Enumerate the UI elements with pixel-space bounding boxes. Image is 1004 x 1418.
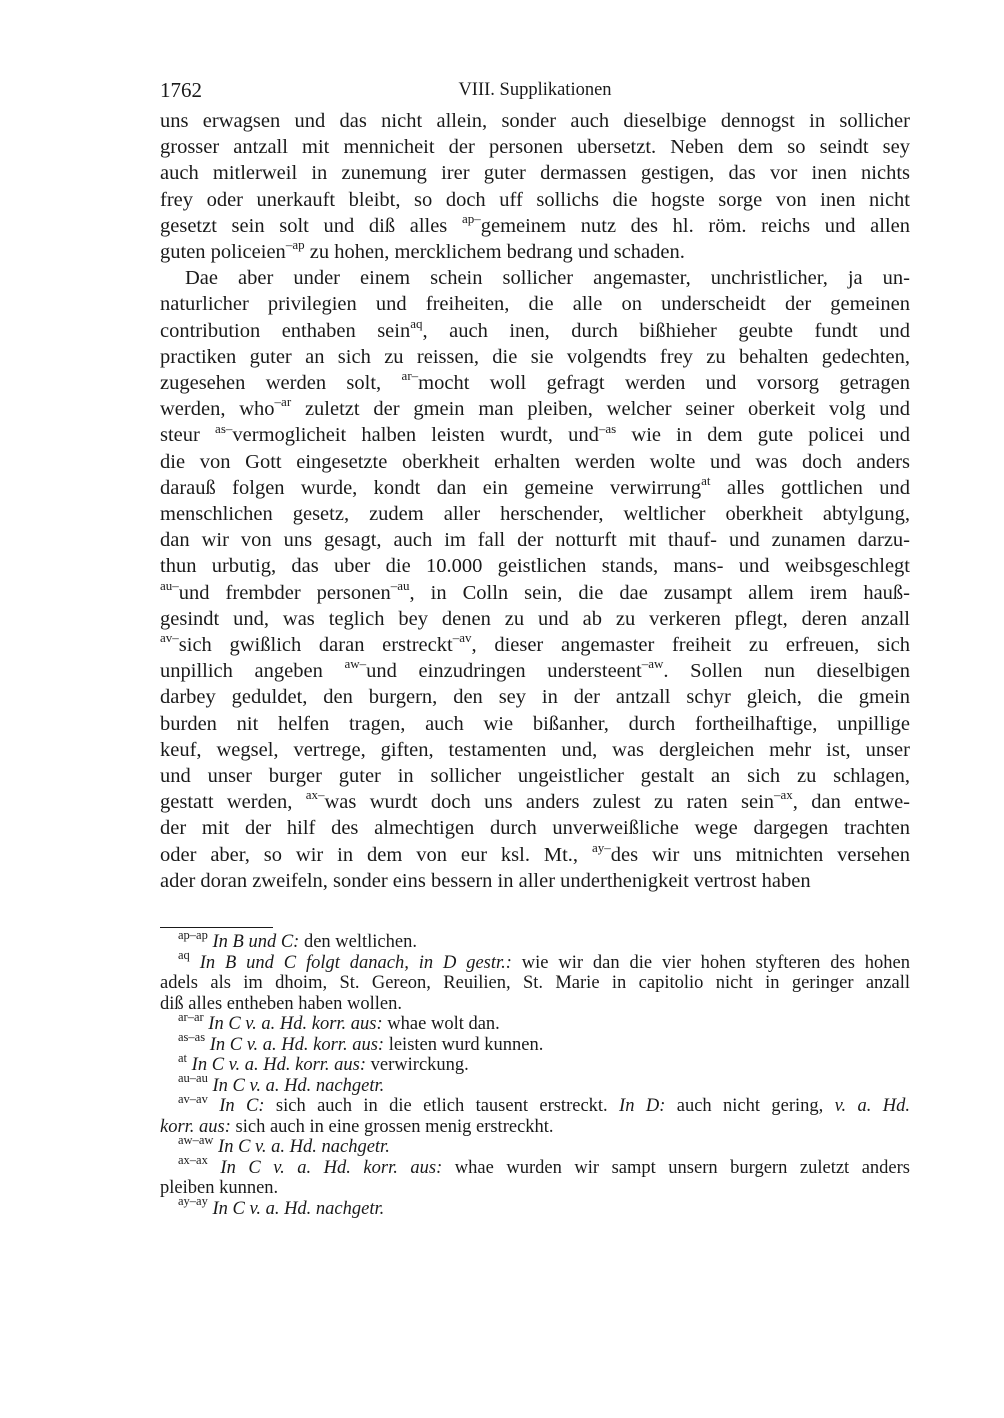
text-line: grosser antzall mit mennicheit der personen ubersetzt. Neben dem so seindt sey [160,136,910,159]
footnote-line: diß alles entheben haben wollen. [160,993,402,1014]
footnote-marker: aw–aw [178,1132,214,1147]
text-line: auch mitlerweil in zunemung irer guter dermassen gestigen, das vor inen nichts [160,162,910,185]
text-line: der mit der hilf des almechtigen durch unverweißliche wege dargegen trachten [160,817,910,840]
editorial-note: In C v. a. Hd. nachgetr. [212,1075,385,1096]
editorial-note: In C: [219,1096,265,1117]
footnote [160,1009,910,1035]
text-line: unpillich angeben $^{aw-}$und einzudringen understeent$^{-aw}$. Sollen nun dieselbigen [160,656,910,683]
footnote [160,1050,910,1076]
paragraph-1 [160,108,910,265]
footnote-line [160,1194,910,1220]
footnote-marker: ap–ap [178,927,208,942]
text-line: gesetzt sein solt und diß alles $^{ap-}$gemeinem nutz des hl. röm. reichs und allen [160,210,910,237]
editorial-note: korr. aus: [160,1116,231,1137]
editorial-note: In C v. a. Hd. korr. aus: [208,1014,383,1035]
footnote-marker: as–as [178,1030,206,1045]
footnote-marker: av–av [178,1091,208,1106]
footnote-marker: au–au [178,1071,208,1086]
main-text [160,108,910,894]
apparatus-marker: ay– [591,839,611,855]
footnote-line [160,1132,910,1158]
footnote-marker: aq [178,948,190,963]
footnote-marker: ay–ay [178,1194,208,1209]
apparatus-marker: av– [160,630,179,646]
footnote-line: $^{aq}$ In B und C folgt danach, in D gestr.: wie wir dan die vier hohen styfteren des hohen [178,948,911,973]
text-line: zugesehen werden solt, $^{ar-}$mocht woll gefragt werden und vorsorg getragen [160,368,910,395]
footnote-separator [160,927,273,928]
footnote-line: $^{ar-ar}$ In C v. a. Hd. korr. aus: whae wolt dan. [178,1009,500,1035]
footnote-line: $^{as-as}$ In C v. a. Hd. korr. aus: leisten wurd kunnen. [178,1030,544,1055]
apparatus-marker: –aw [641,656,664,672]
apparatus-marker: –au [390,577,410,593]
apparatus-marker: ar– [401,368,419,384]
text-line: keuf, wegsel, vertrege, giften, testamenten und, was dergleichen mehr ist, unser [160,738,910,761]
text-line: werden, who$^{-ar}$ zuletzt der gmein man pleiben, welcher seiner oberkeit volg und [160,394,910,421]
footnote [160,1030,910,1056]
footnote-line: $^{ap-ap}$ In B und C: den weltlichen. [178,927,417,953]
section-title: VIII. Supplikationen [458,80,612,100]
footnote [160,1132,910,1158]
text-line: gestatt werden, $^{ax-}$was wurdt doch uns anders zulest zu raten sein$^{-ax}$, dan entwe- [160,787,911,814]
text-line: $^{av-}$sich gwißlich daran erstreckt$^{-av}$, dieser angemaster freiheit zu erfreuen, sich [160,630,911,657]
editorial-note: In D: [619,1096,666,1117]
editorial-note: v. a. Hd. [834,1096,910,1117]
text-line: burden nit helfen tragen, auch wie bißanher, durch fortheilhaftige, unpillige [160,712,910,735]
apparatus-marker: –av [452,630,472,646]
footnote [160,1091,910,1137]
footnote-line [160,1071,910,1097]
running-head [160,78,910,108]
footnote-marker: ax–ax [178,1153,208,1168]
editorial-note: In C v. a. Hd. korr. aus: [209,1034,385,1055]
apparatus-marker: –ar [274,394,292,410]
text-line: steur $^{as-}$vermoglicheit halben leisten wurdt, und$^{-as}$ wie in dem gute policei und [160,420,910,447]
footnote-marker: at [178,1050,188,1065]
apparatus-marker: –ap [285,237,305,253]
apparatus-marker: –as [598,420,617,436]
footnotes [160,927,911,1219]
footnote-line: $^{ax-ax}$ In C v. a. Hd. korr. aus: whae wurden wir sampt unsern burgern zuletzt anders [178,1153,911,1178]
footnote [160,948,911,1015]
footnote-line: korr. aus: sich auch in eine grossen menig erstreckht. [160,1116,554,1137]
text-line: practiken guter an sich zu reissen, die sie volgendts frey zu behalten gedechten, [160,345,910,368]
footnote [160,1153,911,1199]
footnote-line: $^{av-av}$ In C: sich auch in die etlich tausent erstreckt. In D: auch nicht gering, v. a. Hd. [178,1091,910,1117]
footnote-line: $^{at}$ In C v. a. Hd. korr. aus: verwirckung. [178,1050,469,1076]
text-line: ader doran zweifeln, sonder eins bessern in aller underthenigkeit vertrost haben [160,869,811,892]
footnote [160,1071,910,1097]
footnote [160,927,910,953]
apparatus-marker: ap– [461,210,481,226]
editorial-note: In C v. a. Hd. korr. aus: [191,1055,367,1076]
text-line: uns erwagsen und das nicht allein, sonder auch dieselbige dennogst in sollicher [160,110,910,132]
text-line: darauß folgen wurde, kondt dan ein gemeine verwirrung$^{at}$ alles gottlichen und [160,473,910,499]
editorial-note: In C v. a. Hd. nachgetr. [212,1198,385,1219]
editorial-note: In C v. a. Hd. nachgetr. [218,1137,390,1158]
text-line: guten policeien$^{-ap}$ zu hohen, mercklichem bedrang und schaden. [160,237,685,264]
footnote [160,1194,910,1220]
text-line: contribution enthaben sein$^{aq}$, auch inen, durch bißhieher geubte fundt und [160,315,910,342]
text-line: Dae aber under einem schein sollicher angemaster, unchristlicher, ja un- [185,267,910,290]
editorial-note: In B und C folgt danach, in D gestr.: [199,952,512,973]
text-line: menschlichen gesetz, zudem aller herschender, weltlicher oberkheit abtylgung, [160,503,910,526]
apparatus-marker: at [701,473,711,489]
footnote-marker: ar–ar [178,1009,204,1024]
text-line: darbey geduldet, den burgern, den sey in der antzall schyr gleich, die gmein [160,686,910,709]
page [160,78,910,1219]
footnote-line: pleiben kunnen. [160,1178,279,1199]
editorial-note: In B und C: [212,932,300,953]
text-line: dan wir von uns gesagt, auch im fall der notturft mit thauf- und zunamen darzu- [160,529,910,552]
apparatus-marker: au– [160,577,179,593]
apparatus-marker: ax– [305,787,325,803]
text-line: frey oder unerkauft bleibt, so doch uff sollichs die hogste sorge von inen nicht [160,188,910,211]
text-line: oder aber, so wir in dem von eur ksl. Mt., $^{ay-}$des wir uns mitnichten versehen [160,839,910,866]
apparatus-marker: –ax [774,787,793,803]
apparatus-marker: aq [410,315,423,331]
apparatus-marker: aw– [344,656,367,672]
page-number: 1762 [160,78,202,102]
text-line: und unser burger guter in sollicher ungeistlicher gestalt an sich zu schlagen, [160,765,910,788]
editorial-note: In C v. a. Hd. korr. aus: [220,1157,443,1178]
apparatus-marker: as– [215,420,233,436]
text-line: $^{au-}$und frembder personen$^{-au}$, in Colln sein, die dae zusampt allem irem hauß- [160,577,910,604]
text-line: die von Gott eingesetzte oberkheit erhalten werden wolte und was doch anders [160,450,910,473]
text-line: naturlicher privilegien und freiheiten, die alle on underscheidt der gemeinen [160,293,910,316]
text-line: thun urbutig, das uber die 10.000 geistlichen stands, mans- und weibsgeschlegt [160,555,910,578]
text-line: gesindt und, was teglich bey denen zu und ab zu verkeren pflegt, deren anzall [160,607,910,630]
footnote-line: adels als im dhoim, St. Gereon, Reuilien, St. Marie in capitolio nicht in geringer anzall [160,973,910,994]
paragraph-2 [160,265,910,894]
